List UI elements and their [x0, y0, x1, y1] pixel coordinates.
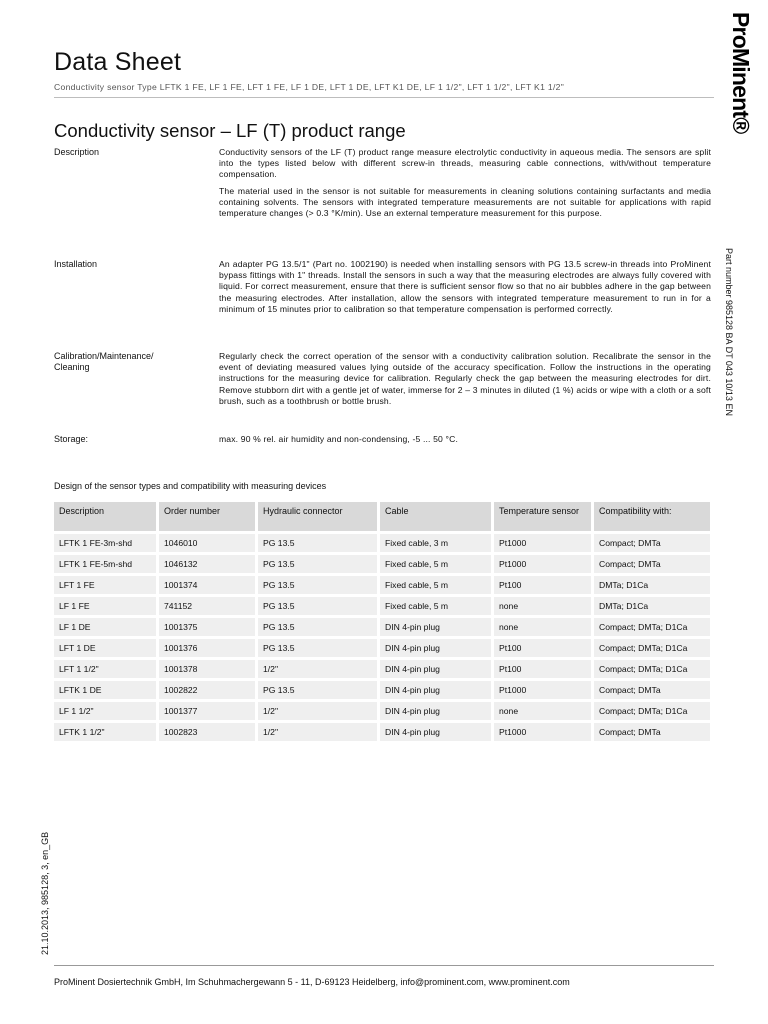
table-row [54, 555, 710, 573]
table-cell: LFTK 1 1/2" [54, 723, 156, 741]
description-paragraph-2: The material used in the sensor is not suitable for measurements in cleaning solutions containing surfactants and media containing solvents. The sensors with integrated temperature measurements are not suitable for applications with rapid temperature changes (> 0.3 °K/min). Use an external temperature measurement for this purpose. [219, 186, 711, 219]
header-divider [54, 97, 714, 98]
table-cell: PG 13.5 [258, 681, 377, 699]
table-cell: Compact; DMTa; D1Ca [594, 702, 710, 720]
table-cell: Compact; DMTa [594, 723, 710, 741]
footer-address: ProMinent Dosiertechnik GmbH, Im Schuhmachergewann 5 - 11, D-69123 Heidelberg, info@prominent.com, www.prominent.com [54, 977, 570, 987]
table-cell: PG 13.5 [258, 534, 377, 552]
table-cell: Fixed cable, 5 m [380, 576, 491, 594]
table-row [54, 618, 710, 636]
table-row [54, 681, 710, 699]
table-row [54, 534, 710, 552]
table-cell: Pt100 [494, 576, 591, 594]
table-cell: Compact; DMTa [594, 681, 710, 699]
table-cell: Compact; DMTa; D1Ca [594, 618, 710, 636]
table-row [54, 660, 710, 678]
table-cell: 1/2" [258, 723, 377, 741]
table-cell: Compact; DMTa; D1Ca [594, 660, 710, 678]
table-header-row [54, 502, 710, 531]
table-cell: 1/2" [258, 660, 377, 678]
table-row [54, 576, 710, 594]
table-cell: none [494, 702, 591, 720]
table-cell: 1001378 [159, 660, 255, 678]
table-cell: Compact; DMTa [594, 555, 710, 573]
table-cell: 1001375 [159, 618, 255, 636]
label-description: Description [54, 147, 100, 157]
table-cell: Fixed cable, 5 m [380, 555, 491, 573]
table-cell: Pt1000 [494, 681, 591, 699]
table-cell: PG 13.5 [258, 618, 377, 636]
document-title: Data Sheet [54, 48, 182, 76]
table-row [54, 723, 710, 741]
table-cell: DIN 4-pin plug [380, 681, 491, 699]
table-cell: Pt100 [494, 660, 591, 678]
table-cell: DMTa; D1Ca [594, 597, 710, 615]
brand-logo [706, 12, 756, 134]
table-cell: DIN 4-pin plug [380, 618, 491, 636]
table-cell: Pt100 [494, 639, 591, 657]
part-number-vertical: Part number 985128 BA DT 043 10/13 EN [724, 248, 734, 416]
table-cell: Fixed cable, 3 m [380, 534, 491, 552]
label-installation: Installation [54, 259, 98, 269]
column-header-hydraulic-connector: Hydraulic connector [258, 502, 377, 531]
table-cell: Compact; DMTa; D1Ca [594, 639, 710, 657]
table-cell: 1001374 [159, 576, 255, 594]
table-cell: PG 13.5 [258, 639, 377, 657]
sensor-table [51, 499, 713, 744]
table-cell: PG 13.5 [258, 576, 377, 594]
footer-divider [54, 965, 714, 966]
table-cell: LFTK 1 FE-3m-shd [54, 534, 156, 552]
table-row [54, 597, 710, 615]
installation-paragraph: An adapter PG 13.5/1" (Part no. 1002190) is needed when installing sensors with PG 13.5 screw-in threads into ProMinent bypass fittings with 1" threads. Install the sensors in such a way that the measuring electrodes are always fully covered with liquid. For correct measurement, ensure that there is sufficient sensor flow so that no air bubbles adhere in the gap between the measuring electrodes. After installation, allow the sensors with integrated temperature measurement to run in for a minimum of 15 minutes prior to calibration so that temperature compensation is performed correctly. [219, 259, 711, 314]
table-cell: LFTK 1 FE-5m-shd [54, 555, 156, 573]
brand-logo-text: ProMinent® [728, 12, 754, 134]
table-cell: DIN 4-pin plug [380, 702, 491, 720]
table-cell: 1001376 [159, 639, 255, 657]
table-cell: none [494, 618, 591, 636]
table-cell: PG 13.5 [258, 555, 377, 573]
table-cell: DIN 4-pin plug [380, 723, 491, 741]
table-cell: 1002822 [159, 681, 255, 699]
table-cell: DIN 4-pin plug [380, 639, 491, 657]
table-cell: 1046010 [159, 534, 255, 552]
table-cell: LFT 1 FE [54, 576, 156, 594]
column-header-temperature-sensor: Temperature sensor [494, 502, 591, 531]
table-row [54, 702, 710, 720]
table-cell: Fixed cable, 5 m [380, 597, 491, 615]
table-cell: Compact; DMTa [594, 534, 710, 552]
table-cell: LFT 1 DE [54, 639, 156, 657]
section-title: Conductivity sensor – LF (T) product range [54, 120, 406, 141]
table-cell: LF 1 1/2" [54, 702, 156, 720]
document-subtitle: Conductivity sensor Type LFTK 1 FE, LF 1 FE, LFT 1 FE, LF 1 DE, LFT 1 DE, LFT K1 DE, LF 1 1/2", LFT 1 1/2", LFT K1 1/2" [54, 82, 565, 92]
table-cell: 741152 [159, 597, 255, 615]
column-header-cable: Cable [380, 502, 491, 531]
table-cell: Pt1000 [494, 723, 591, 741]
label-storage: Storage: [54, 434, 89, 444]
column-header-compatibility: Compatibility with: [594, 502, 710, 531]
table-cell: DIN 4-pin plug [380, 660, 491, 678]
table-cell: Pt1000 [494, 555, 591, 573]
column-header-description: Description [54, 502, 156, 531]
storage-paragraph: max. 90 % rel. air humidity and non-condensing, -5 ... 50 °C. [219, 434, 459, 444]
table-row [54, 639, 710, 657]
table-cell: LFT 1 1/2" [54, 660, 156, 678]
column-header-order-number: Order number [159, 502, 255, 531]
table-cell: 1002823 [159, 723, 255, 741]
table-cell: Pt1000 [494, 534, 591, 552]
table-cell: 1/2" [258, 702, 377, 720]
table-caption: Design of the sensor types and compatibility with measuring devices [54, 481, 327, 491]
table-cell: LF 1 FE [54, 597, 156, 615]
table-cell: LFTK 1 DE [54, 681, 156, 699]
table-cell: LF 1 DE [54, 618, 156, 636]
calibration-paragraph: Regularly check the correct operation of the sensor with a conductivity calibration solution. Recalibrate the sensor in the event of deviating measured values lying outside of the accuracy specification. Follow the instructions in the operating instructions for the measuring device for calibration. Regularly check the gap between the measuring electrodes for dirt. Remove stubborn dirt with a gentle jet of water, immerse for 2 – 3 minutes in diluted (1 %) acids or wipe with a cloth or a soft brush, such as a toothbrush or bottle brush. [219, 351, 711, 406]
table-cell: DMTa; D1Ca [594, 576, 710, 594]
table-cell: 1001377 [159, 702, 255, 720]
document-id-vertical: 21.10.2013, 985128, 3, en_GB [40, 831, 50, 955]
table-cell: PG 13.5 [258, 597, 377, 615]
table-cell: none [494, 597, 591, 615]
label-calibration: Calibration/Maintenance/ Cleaning [54, 351, 154, 372]
description-paragraph-1: Conductivity sensors of the LF (T) product range measure electrolytic conductivity in aqueous media. The sensors are split into the types listed below with different screw-in threads, measuring cable connections, with/without temperature compensation. [219, 147, 711, 180]
table-cell: 1046132 [159, 555, 255, 573]
